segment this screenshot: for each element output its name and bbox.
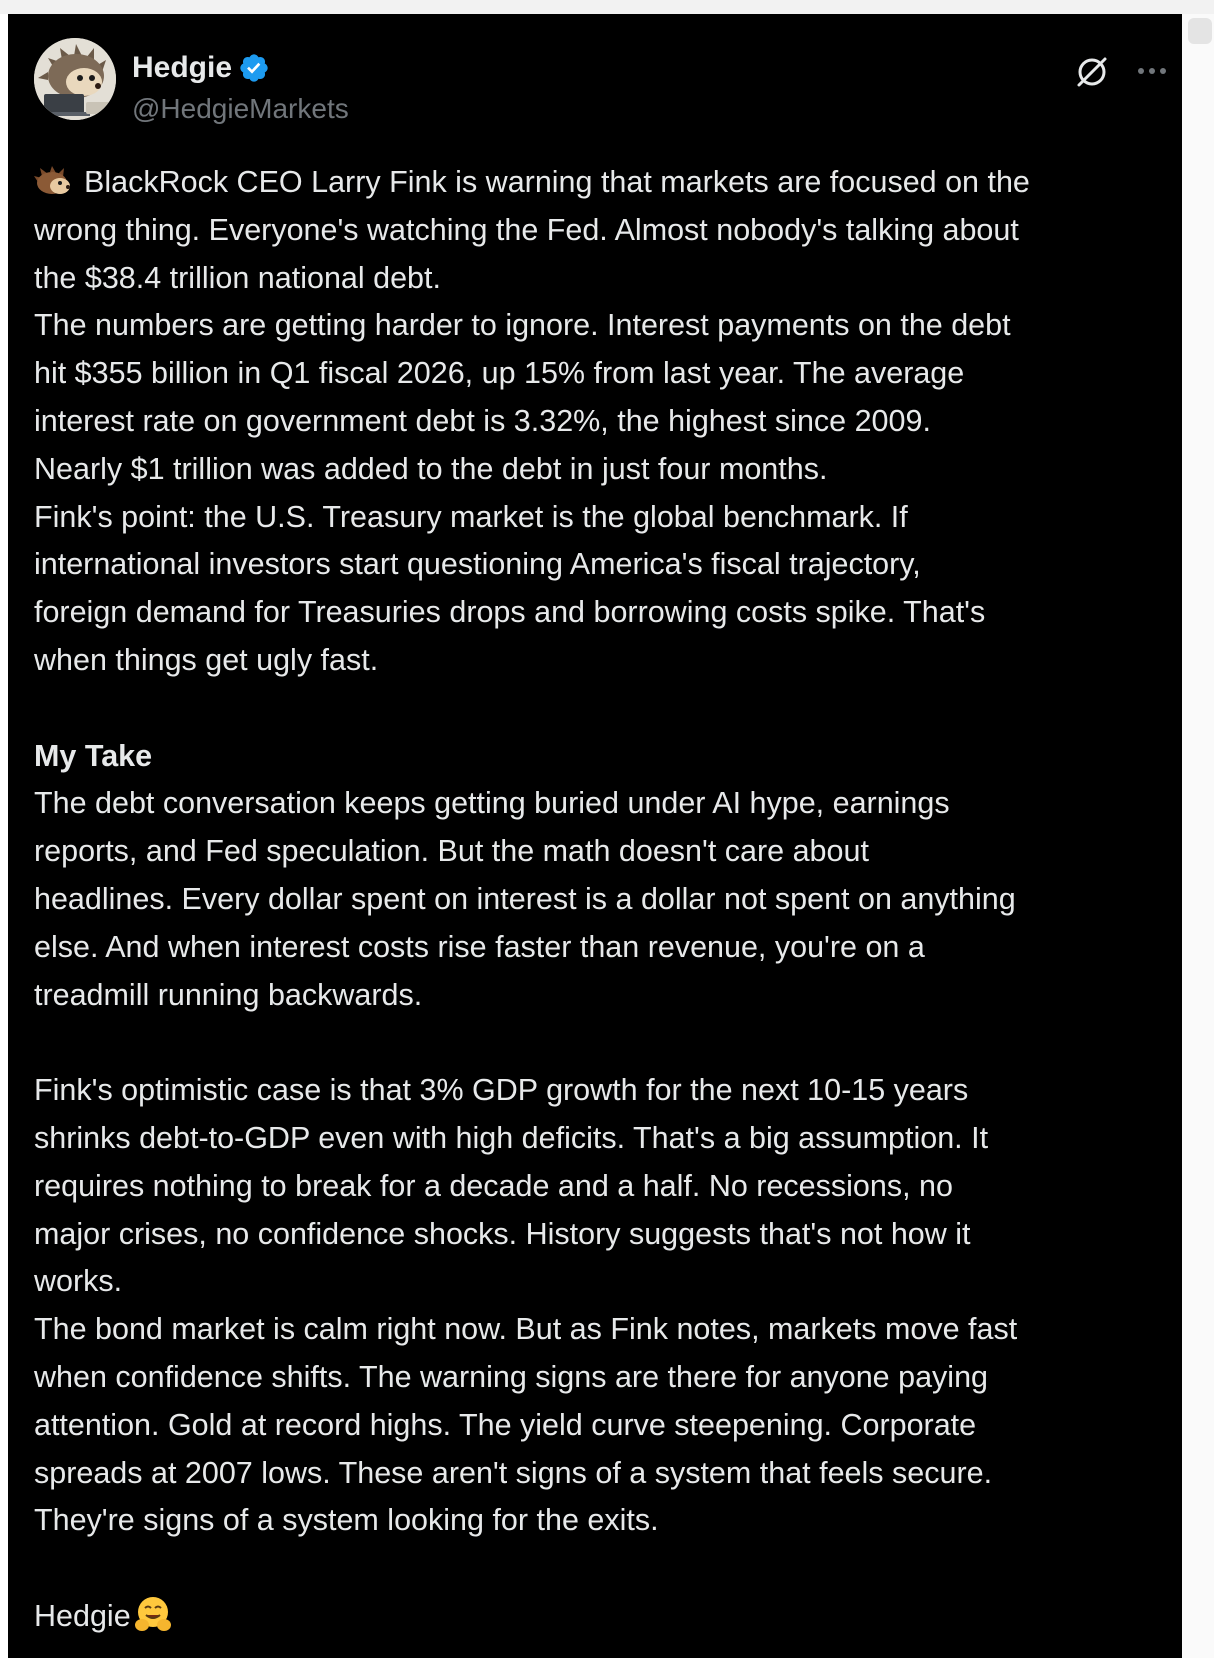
text-line: major crises, no confidence shocks. History suggests that's not how it (34, 1216, 971, 1251)
text-line: works. (34, 1264, 123, 1299)
hugging-face-emoji-icon (133, 1594, 173, 1634)
text-line: treadmill running backwards. (34, 977, 423, 1012)
author-name-row (132, 50, 270, 86)
text-line: The debt conversation keeps getting buried under AI hype, earnings (34, 786, 950, 821)
text-line: Fink's optimistic case is that 3% GDP growth for the next 10-15 years (34, 1073, 969, 1108)
text-line: when confidence shifts. The warning signs are there for anyone paying (34, 1359, 988, 1394)
signature-text: Hedgie (34, 1598, 131, 1633)
hedgehog-emoji-icon (34, 163, 72, 193)
paragraph-break (34, 1019, 1174, 1067)
text-line: Nearly $1 trillion was added to the debt in just four months. (34, 451, 828, 486)
text-line: requires nothing to break for a decade and a half. No recessions, no (34, 1168, 953, 1203)
author-avatar[interactable] (34, 38, 116, 120)
paragraph-break (34, 685, 1174, 733)
tweet-text (34, 159, 1174, 1641)
grok-icon[interactable] (1072, 52, 1112, 92)
signature-line (34, 1593, 1174, 1641)
text-line: The bond market is calm right now. But as Fink notes, markets move fast (34, 1312, 1018, 1347)
text-line: wrong thing. Everyone's watching the Fed. Almost nobody's talking about (34, 212, 1019, 247)
text-line: interest rate on government debt is 3.32%, the highest since 2009. (34, 403, 931, 438)
text-line: Fink's point: the U.S. Treasury market is the global benchmark. If (34, 499, 908, 534)
text-line: when things get ugly fast. (34, 642, 379, 677)
text-line: international investors start questioning America's fiscal trajectory, (34, 547, 921, 582)
author-display-name[interactable]: Hedgie (132, 51, 233, 84)
browser-top-strip (0, 0, 1214, 14)
tweet-card (8, 14, 1182, 1658)
more-options-icon[interactable] (1132, 54, 1172, 88)
text-line (34, 159, 1174, 207)
text-line: spreads at 2007 lows. These aren't signs of a system that feels secure. (34, 1455, 993, 1490)
text-line-content: BlackRock CEO Larry Fink is warning that markets are focused on the (84, 165, 1030, 199)
window-edge (1182, 14, 1214, 1658)
text-line: reports, and Fed speculation. But the math doesn't care about (34, 834, 869, 869)
text-line: foreign demand for Treasuries drops and borrowing costs spike. That's (34, 595, 986, 630)
text-line: attention. Gold at record highs. The yield curve steepening. Corporate (34, 1407, 977, 1442)
section-heading: My Take (34, 738, 153, 773)
text-line: shrinks debt-to-GDP even with high deficits. That's a big assumption. It (34, 1120, 989, 1155)
text-line: headlines. Every dollar spent on interest is a dollar not spent on anything (34, 881, 1016, 916)
text-line: else. And when interest costs rise faster than revenue, you're on a (34, 929, 925, 964)
text-line: hit $355 billion in Q1 fiscal 2026, up 15% from last year. The average (34, 356, 965, 391)
scrollbar-thumb[interactable] (1188, 18, 1212, 44)
author-handle[interactable]: @HedgieMarkets (132, 93, 349, 124)
text-line: They're signs of a system looking for the exits. (34, 1503, 659, 1538)
text-line: the $38.4 trillion national debt. (34, 260, 441, 295)
verified-badge-icon[interactable] (238, 52, 270, 84)
text-line: The numbers are getting harder to ignore. Interest payments on the debt (34, 308, 1011, 343)
hedgehog-at-laptop-avatar-icon (34, 38, 116, 120)
paragraph-break (34, 1545, 1174, 1593)
